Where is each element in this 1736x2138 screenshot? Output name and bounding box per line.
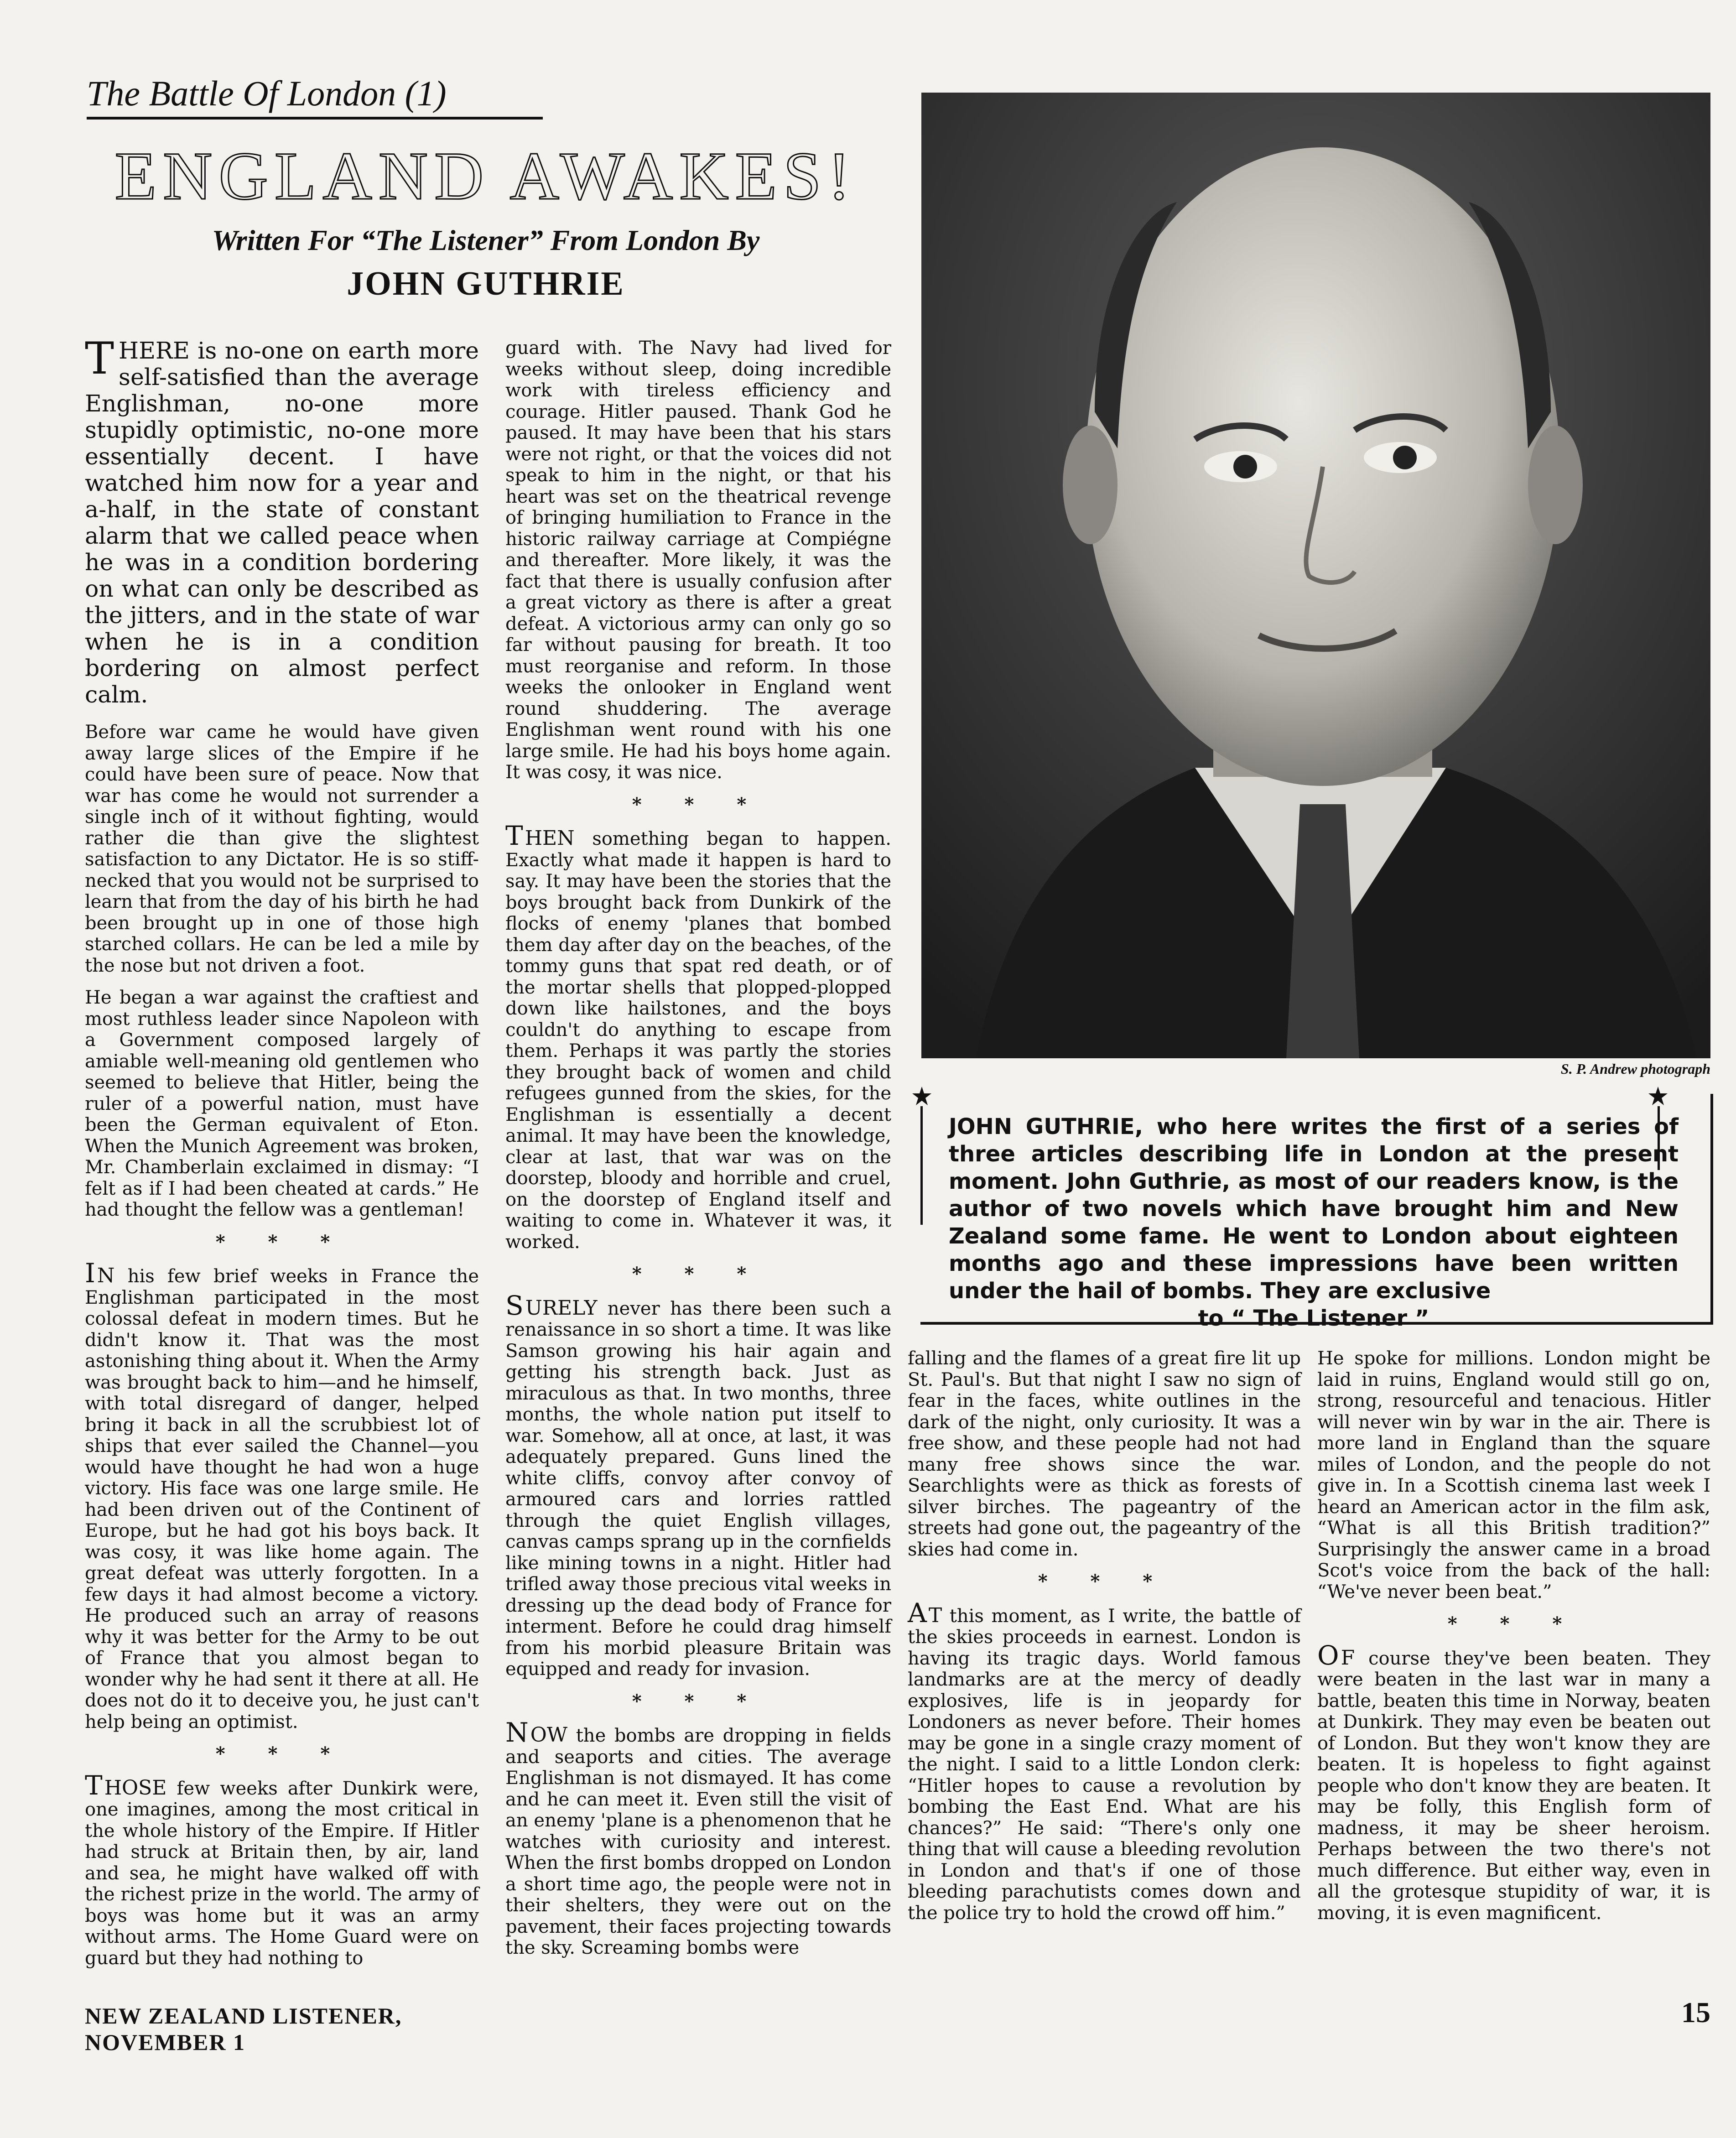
initial-caps: HOSE bbox=[104, 1776, 167, 1800]
initial-caps: F bbox=[1341, 1646, 1355, 1670]
initial-letter: N bbox=[505, 1717, 529, 1748]
paragraph: Before war came he would have given away large slices of the Empire if he could have been sure of peace. Now that war has come he would not surrender a single inch of it without fighting, would rather die than give the slightest satisfaction to any Dictator. He is so stiff-necked that you would not be surprised to learn that from the day of his birth he had been brought up in one of those high starched collars. He can be led a mile by the nose but not driven a foot. bbox=[85, 722, 479, 976]
star-icon bbox=[1648, 1086, 1668, 1107]
section-divider: * * * bbox=[632, 1263, 765, 1285]
paragraph bbox=[505, 1717, 892, 1959]
paragraph-text: this moment, as I write, the battle of the skies proceeds in earnest. London is having its tragic days. World famous landmarks are at the mercy of deadly explosives, life is in jeopardy for Londoners as never before. Their homes may be gone in a single crazy moment of the night. I said to a little London clerk: “Hitler hopes to cause a revolution by bombing the East End. What are his chances?” He said: “There's only one thing that will cause a bleeding revolution in London and that's if one of those bleeding parachutists comes down and the police try to hold the crowd off him.” bbox=[908, 1605, 1301, 1924]
initial-caps: OW bbox=[530, 1723, 568, 1747]
section-divider: * * * bbox=[1038, 1571, 1171, 1592]
section-divider: * * * bbox=[215, 1231, 348, 1253]
star-icon bbox=[911, 1086, 932, 1107]
lead-paragraph bbox=[85, 333, 479, 708]
paragraph bbox=[1317, 1639, 1710, 1924]
article-column-2 bbox=[505, 338, 891, 1970]
section-divider: * * * bbox=[1447, 1613, 1580, 1634]
article-column-3 bbox=[908, 1348, 1301, 1935]
publication-footer: NEW ZEALAND LISTENER, NOVEMBER 1 bbox=[85, 2003, 402, 2055]
initial-letter: A bbox=[908, 1597, 927, 1628]
paragraph-text: never has there been such a renaissance in so short a time. It was like Samson growing his hair again and getting his strength back. Just as miraculous as that. In two months, three months, the whole nation put itself to war. Somehow, all at once, at last, it was adequately prepared. Guns lined the white cliffs, convoy after convoy of armoured cars and lorries rattled through the quiet English villages, canvas camps sprang up in the cornfields like mining towns in a night. Hitler had trifled away those precious vital weeks in dressing up the dead body of France for interment. Before he could drag himself from his morbid pleasure Britain was equipped and ready for invasion. bbox=[505, 1298, 891, 1680]
paragraph: falling and the flames of a great fire lit up St. Paul's. But that night I saw no sign of fear in the faces, white outlines in the dark of the night, only curiosity. It was a free show, and these people had not had many free shows since the war. Searchlights were as thick as forests of silver birches. The pageantry of the streets had gone out, the pageantry of the skies had come in. bbox=[908, 1348, 1301, 1560]
initial-letter: T bbox=[505, 820, 523, 851]
initial-caps: URELY bbox=[525, 1296, 598, 1320]
initial-letter: T bbox=[85, 1769, 103, 1801]
series-title: The Battle Of London (1) bbox=[87, 73, 543, 120]
photo-credit: S. P. Andrew photograph bbox=[1560, 1061, 1710, 1077]
page-number: 15 bbox=[1681, 1996, 1710, 2029]
box-left-rule bbox=[920, 1106, 923, 1225]
initial-caps: N bbox=[97, 1264, 115, 1287]
article-column-1 bbox=[85, 333, 479, 1980]
byline-intro: Written For “The Listener” From London By bbox=[212, 224, 760, 256]
author-name: JOHN GUTHRIE bbox=[347, 265, 625, 302]
paragraph-text: few weeks after Dunkirk were, one imagines, among the most critical in the whole history of the Empire. If Hitler had struck at Britain then, by air, land and sea, he might have walked off with the richest prize in the world. The army of boys was home but it was an army without arms. The Home Guard were on guard but they had nothing to bbox=[85, 1778, 479, 1969]
section-divider: * * * bbox=[215, 1743, 348, 1764]
section-divider: * * * bbox=[632, 793, 765, 815]
paragraph-text: his few brief weeks in France the Englishman participated in the most colossal defeat in modern times. But he didn't know it. That was the most astonishing thing about it. When the Army was brought back to him—and he himself, with total disregard of danger, helped bring it back in all the scrubbiest lot of ships that ever sailed the Channel—you would have thought he had won a huge victory. His face was one large smile. He had been driven out of the Continent of Europe, but he had got his boys back. It was cosy, it was like home again. The great defeat was utterly forgotten. In a few days it had almost become a victory. He produced such an array of reasons why it was better for the Army to be out of France that you almost began to wonder why he had sent it there at all. He does not do it to deceive you, he just can't help being an optimist. bbox=[85, 1266, 479, 1732]
section-divider: * * * bbox=[632, 1690, 765, 1712]
paragraph bbox=[85, 1769, 479, 1969]
initial-caps: HEN bbox=[525, 827, 575, 850]
intro-box-text bbox=[949, 1113, 1679, 1332]
paragraph bbox=[505, 820, 891, 1253]
paragraph-text: the bombs are dropping in fields and seaports and cities. The average Englishman is not dismayed. It has come and he can meet it. Even still the visit of an enemy 'plane is a phenomenon that he watches with curiosity and interest. When the first bombs dropped on London a short time ago, the people were not in their shelters, they were out on the pavement, their faces projecting towards the sky. Screaming bombs were bbox=[505, 1725, 892, 1958]
initial-letter: O bbox=[1317, 1639, 1339, 1671]
paragraph: He began a war against the craftiest and most ruthless leader since Napoleon with a Government composed largely of amiable well-meaning old gentlemen who seemed to believe that Hitler, being the ruler of a powerful nation, must have been the German equivalent of Eton. When the Munich Agreement was broken, Mr. Chamberlain exclaimed in dismay: “I felt as if I had been cheated at cards.” He had thought the fellow was a gentleman! bbox=[85, 987, 479, 1220]
paragraph bbox=[505, 1290, 891, 1680]
intro-text-last-line: to “ The Listener ” bbox=[1198, 1306, 1429, 1331]
drop-cap: T bbox=[85, 333, 114, 384]
paragraph bbox=[85, 1258, 479, 1732]
paragraph bbox=[908, 1597, 1301, 1924]
portrait-illustration bbox=[921, 93, 1710, 1058]
initial-letter: I bbox=[85, 1258, 95, 1289]
paragraph-text: course they've been beaten. They were beaten in the last war in many a battle, beaten this time in Norway, beaten at Dunkirk. They may even be beaten out of London. But they won't know they are beaten. It is hopeless to fight against people who don't know they are beaten. It may be folly, this English form of madness, it may be sheer heroism. Perhaps between the two there's not much difference. But either way, even in all the grotesque stupidity of war, it is moving, it is even magnificent. bbox=[1317, 1648, 1710, 1924]
initial-caps: T bbox=[928, 1603, 942, 1627]
paragraph: He spoke for millions. London might be laid in ruins, England would still go on, strong, resourceful and tenacious. Hitler will never win by war in the air. There is more land in England than the square miles of London, and the people do not give in. In a Scottish cinema last week I heard an American actor in the film ask, “What is all this British tradition?” Surprisingly the answer came in a broad Scot's voice from the back of the hall: “We've never been beat.” bbox=[1317, 1348, 1710, 1602]
initial-letter: S bbox=[505, 1290, 524, 1321]
paragraph: guard with. The Navy had lived for weeks without sleep, doing incredible work with tireless efficiency and courage. Hitler paused. Thank God he paused. It may have been that his stars were not right, or that the voices did not speak to him in the night, or that his heart was set on the theatrical revenge of bringing humiliation to France in the historic railway carriage at Compiégne and thereafter. More likely, it was the fact that there is usually confusion after a great victory as there is after a great defeat. A victorious army can only go so far without pausing for breath. It too must reorganise and reform. In those weeks the onlooker in England went round shuddering. The average Englishman went round with his one large smile. He had his boys home again. It was cosy, it was nice. bbox=[505, 338, 891, 783]
headline: ENGLAND AWAKES! bbox=[114, 138, 857, 214]
paragraph-text: HERE is no-one on earth more self-satisfied than the average Englishman, no-one more stupidly optimistic, no-one more essentially decent. I have watched him now for a year and a-half, in the state of constant alarm that we called peace when he was in a condition bordering on what can only be described as the jitters, and in the state of war when he is in a condition bordering on almost perfect calm. bbox=[85, 337, 479, 708]
paragraph-text: something began to happen. Exactly what made it happen is hard to say. It may have been the stories that the boys brought back from Dunkirk of the flocks of enemy 'planes that bombed them day after day on the beaches, of the tommy guns that spat red death, or of the mortar shells that plopped-plopped down like hailstones, and the boys couldn't do anything to escape from them. Perhaps it was partly the stories they brought back of women and child refugees gunned from the skies, for the Englishman is essentially a decent animal. It may have been the knowledge, clear at last, that war was on the doorstep, bloody and horrible and cruel, on the doorstep of England itself and waiting to come in. Whatever it was, it worked. bbox=[505, 828, 891, 1253]
author-portrait-photo bbox=[921, 93, 1710, 1058]
intro-text: JOHN GUTHRIE, who here writes the first of a series of three articles describing life in London at the present moment. John Guthrie, as most of our readers know, is the author of two novels which have brought him and New Zealand some fame. He went to London about eighteen months ago and these impressions have been written under the hail of bombs. They are exclusive bbox=[949, 1114, 1679, 1304]
article-column-4 bbox=[1317, 1348, 1710, 1935]
